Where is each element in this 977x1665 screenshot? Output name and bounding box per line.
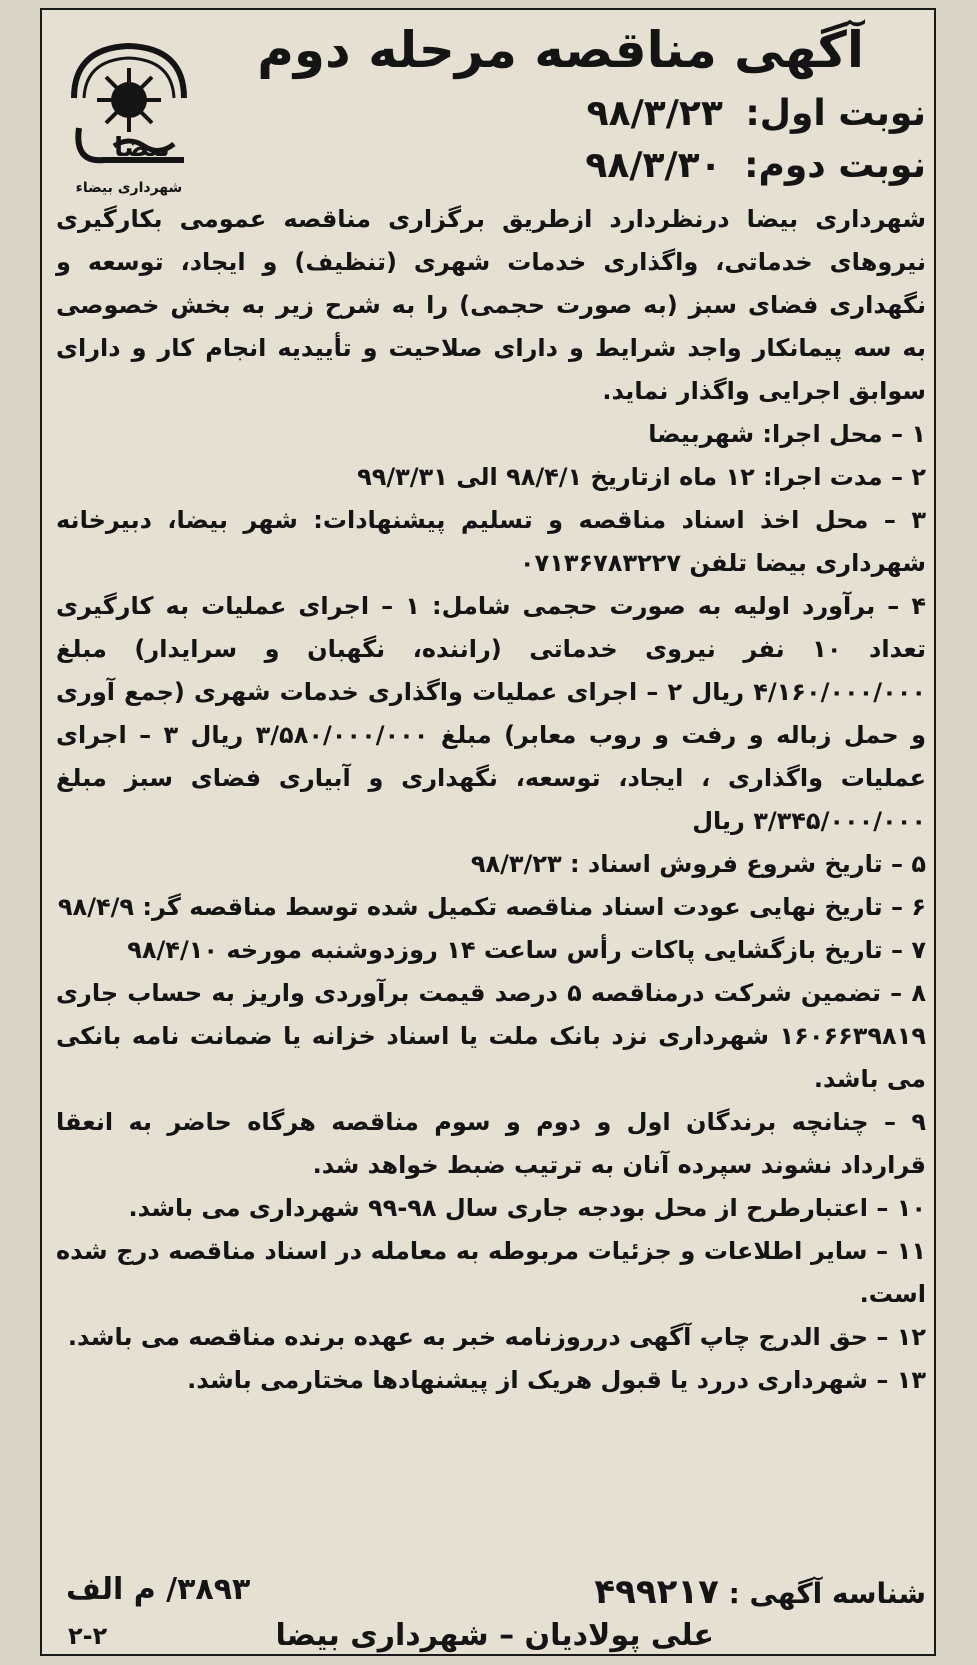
first-round-label: نوبت اول: <box>745 93 926 134</box>
first-round <box>587 92 926 135</box>
logo-wordmark: بیضا <box>114 133 170 163</box>
publication-code: ۳۸۹۳/ م الف <box>66 1572 251 1607</box>
item-9: ۹ – چنانچه برندگان اول و دوم و سوم مناقصه هرگاه حاضر به انعقا قرارداد نشوند سپرده آنان به ترتیب ضبط خواهد شد. <box>56 1108 926 1179</box>
second-round-label: نوبت دوم: <box>744 145 926 186</box>
notice-id-label: شناسه آگهی : <box>728 1577 926 1610</box>
item-5: ۵ – تاریخ شروع فروش اسناد : ۹۸/۳/۲۳ <box>470 850 926 878</box>
item-7: ۷ – تاریخ بازگشایی پاکات رأس ساعت ۱۴ روزدوشنبه مورخه ۹۸/۴/۱۰ <box>127 936 926 964</box>
item-12: ۱۲ – حق الدرج چاپ آگهی درروزنامه خبر به عهده برنده مناقصه می باشد. <box>67 1323 926 1351</box>
item-3: ۳ – محل اخذ اسناد مناقصه و تسلیم پیشنهادات: شهر بیضا، دبیرخانه شهرداری بیضا تلفن ۰۷۱۳۶۷۸۳۲۲۷ <box>56 506 926 577</box>
sunburst-emblem-icon <box>54 28 204 178</box>
item-1: ۱ – محل اجرا: شهربیضا <box>648 420 926 448</box>
item-11: ۱۱ – سایر اطلاعات و جزئیات مربوطه به معامله در اسناد مناقصه درج شده است. <box>56 1237 926 1308</box>
tender-notice <box>40 8 936 1656</box>
item-2: ۲ – مدت اجرا: ۱۲ ماه ازتاریخ ۹۸/۴/۱ الی ۹۹/۳/۳۱ <box>357 463 926 491</box>
notice-id <box>594 1572 926 1612</box>
item-13: ۱۳ – شهرداری دررد یا قبول هریک از پیشنهادها مختارمی باشد. <box>187 1366 926 1394</box>
second-round <box>585 144 926 187</box>
page-indicator: ۲-۲ <box>68 1622 108 1650</box>
signature-line: علی پولادیان – شهرداری بیضا <box>275 1618 714 1653</box>
item-4: ۴ – برآورد اولیه به صورت حجمی شامل: ۱ – اجرای عملیات به کارگیری تعداد ۱۰ نفر نیروی خدماتی (راننده، نگهبان و سرایدار) مبلغ ۴/۱۶۰/۰۰۰/۰۰۰ ریال ۲ – اجرای عملیات واگذاری خدمات شهری (جمع آوری و حمل زباله و رفت و روب معابر) مبلغ ۳/۵۸۰/۰۰۰/۰۰۰ ریال ۳ – اجرای عملیات واگذاری ، ایجاد، توسعه، نگهداری و آبیاری فضای سبز مبلغ ۳/۳۴۵/۰۰۰/۰۰۰ ریال <box>56 592 927 835</box>
municipality-logo <box>54 28 204 208</box>
item-6: ۶ – تاریخ نهایی عودت اسناد مناقصه تکمیل شده توسط مناقصه گر: ۹۸/۴/۹ <box>57 893 926 921</box>
logo-caption: شهرداری بیضاء <box>75 180 183 196</box>
first-round-date: ۹۸/۳/۲۳ <box>586 93 723 134</box>
second-round-date: ۹۸/۳/۳۰ <box>585 145 722 186</box>
item-8: ۸ – تضمین شرکت درمناقصه ۵ درصد قیمت برآوردی واریز به حساب جاری ۱۶۰۶۶۳۹۸۱۹ شهرداری نزد بانک ملت یا اسناد خزانه یا ضمانت نامه بانکی می باشد. <box>56 979 926 1093</box>
notice-title: آگهی مناقصه مرحله دوم <box>257 21 864 79</box>
notice-id-value: ۴۹۹۲۱۷ <box>594 1572 719 1612</box>
item-10: ۱۰ – اعتبارطرح از محل بودجه جاری سال ۹۸-۹۹ شهرداری می باشد. <box>128 1194 926 1222</box>
intro-paragraph: شهرداری بیضا درنظردارد ازطریق برگزاری مناقصه عمومی بکارگیری نیروهای خدماتی، واگذاری خدمات شهری (تنظیف) و ایجاد، توسعه و نگهداری فضای سبز (به صورت حجمی) را به شرح زیر به بخش خصوصی به سه پیمانکار واجد شرایط و دارای صلاحیت و تأییدیه انجام کار و دارای سوابق اجرایی واگذار نماید. <box>56 205 926 405</box>
notice-body <box>56 198 926 1402</box>
